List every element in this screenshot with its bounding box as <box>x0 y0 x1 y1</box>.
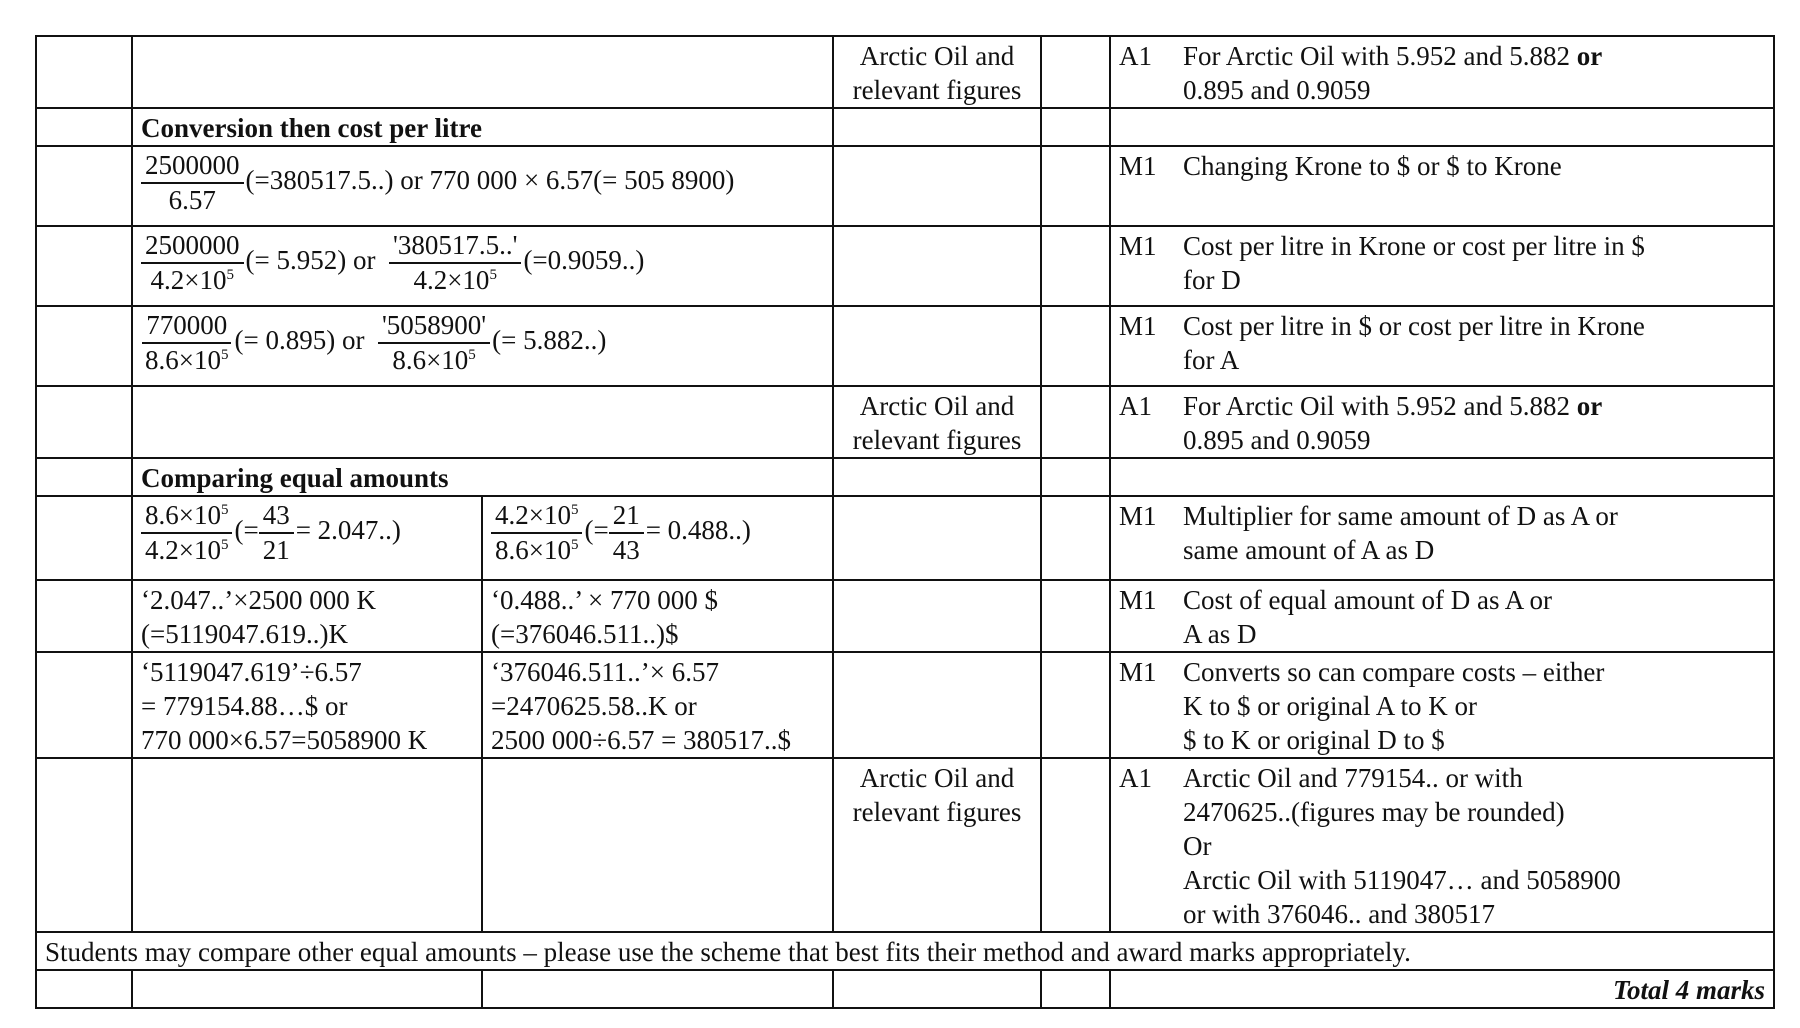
fraction: $\frac{'380517.5..'}{4.2\times 10^5}$ <box>389 229 521 297</box>
table-row <box>36 758 1774 932</box>
fraction: $\frac{43}{21}$ <box>259 499 294 567</box>
working-cell-right: ‘376046.511..’× 6.57 =2470625.58..K or 2500 000÷6.57 = 380517..$ <box>482 652 833 758</box>
mark-code: M1 <box>1119 311 1157 341</box>
working-cell-right: ‘0.488..’ × 770 000 $ (=376046.511..)$ <box>482 580 833 652</box>
guidance-cell: A1 For Arctic Oil with 5.952 and 5.882 or 0.895 and 0.9059 <box>1110 36 1774 108</box>
fraction: $\frac{2500000}{4.2\times 10^5}$ <box>141 229 244 297</box>
section-heading: Conversion then cost per litre <box>132 108 833 146</box>
mark-code: M1 <box>1119 231 1157 261</box>
section-heading: Comparing equal amounts <box>132 458 833 496</box>
table-row <box>36 36 1774 108</box>
mark-code: A1 <box>1119 391 1152 421</box>
answer-cell: Arctic Oil and relevant figures <box>833 386 1041 458</box>
guidance-cell: M1 Cost per litre in Krone or cost per litre in $ for D <box>1110 226 1774 306</box>
total-marks: Total 4 marks <box>1110 970 1774 1008</box>
mark-code: M1 <box>1119 657 1157 687</box>
mark-code: M1 <box>1119 501 1157 531</box>
working-cell: $\frac{2500000}{4.2\times 10^5}$ (= 5.952) or $\frac{'380517.5..'}{4.2\times 10^5}$ (=0.9059..) <box>132 226 833 306</box>
table-row <box>36 146 1774 226</box>
working-cell-left: $\frac{8.6\times 10^5}{4.2\times 10^5}$ (= $\frac{43}{21}$ = 2.047..) <box>132 496 482 580</box>
fraction: $\frac{770000}{8.6\times 10^5}$ <box>141 309 232 377</box>
table-row <box>36 306 1774 386</box>
table-row <box>36 458 1774 496</box>
table-row <box>36 496 1774 580</box>
mark-code: A1 <box>1119 763 1152 793</box>
guidance-cell: A1 Arctic Oil and 779154.. or with 2470625..(figures may be rounded) Or Arctic Oil with 5119047… and 5058900 or with 376046.. and 380517 <box>1110 758 1774 932</box>
working-cell-right: $\frac{4.2\times 10^5}{8.6\times 10^5}$ (= $\frac{21}{43}$ = 0.488..) <box>482 496 833 580</box>
fraction: $\frac{4.2\times 10^5}{8.6\times 10^5}$ <box>491 499 582 567</box>
guidance-cell: M1 Converts so can compare costs – either K to $ or original A to K or $ to K or original D to $ <box>1110 652 1774 758</box>
fraction: $\frac{21}{43}$ <box>609 499 644 567</box>
table-row <box>36 970 1774 1008</box>
answer-cell: Arctic Oil and relevant figures <box>833 36 1041 108</box>
fraction: $\frac{2500000}{6.57}$ <box>141 149 244 217</box>
guidance-cell: M1 Cost per litre in $ or cost per litre in Krone for A <box>1110 306 1774 386</box>
fraction: $\frac{8.6\times 10^5}{4.2\times 10^5}$ <box>141 499 232 567</box>
working-cell: $\frac{2500000}{6.57}$ (=380517.5..) or 770 000 × 6.57(= 505 8900) <box>132 146 833 226</box>
table-row <box>36 932 1774 970</box>
mark-code: A1 <box>1119 41 1152 71</box>
mark-code: M1 <box>1119 585 1157 615</box>
mark-scheme-table <box>35 35 1775 1009</box>
working-cell-left: ‘2.047..’×2500 000 K (=5119047.619..)K <box>132 580 482 652</box>
guidance-cell: M1 Multiplier for same amount of D as A or same amount of A as D <box>1110 496 1774 580</box>
table-row <box>36 580 1774 652</box>
guidance-cell: M1 Cost of equal amount of D as A or A as D <box>1110 580 1774 652</box>
mark-code: M1 <box>1119 151 1157 181</box>
table-row <box>36 226 1774 306</box>
guidance-cell: M1 Changing Krone to $ or $ to Krone <box>1110 146 1774 226</box>
table-row <box>36 386 1774 458</box>
guidance-cell: A1 For Arctic Oil with 5.952 and 5.882 or 0.895 and 0.9059 <box>1110 386 1774 458</box>
table-row <box>36 108 1774 146</box>
fraction: $\frac{'5058900'}{8.6\times 10^5}$ <box>378 309 490 377</box>
note-text: Students may compare other equal amounts – please use the scheme that best fits their method and award marks appropriately. <box>36 932 1774 970</box>
working-cell: $\frac{770000}{8.6\times 10^5}$ (= 0.895) or $\frac{'5058900'}{8.6\times 10^5}$ (= 5.882..) <box>132 306 833 386</box>
answer-cell: Arctic Oil and relevant figures <box>833 758 1041 932</box>
working-cell-left: ‘5119047.619’÷6.57 = 779154.88…$ or 770 000×6.57=5058900 K <box>132 652 482 758</box>
table-row <box>36 652 1774 758</box>
